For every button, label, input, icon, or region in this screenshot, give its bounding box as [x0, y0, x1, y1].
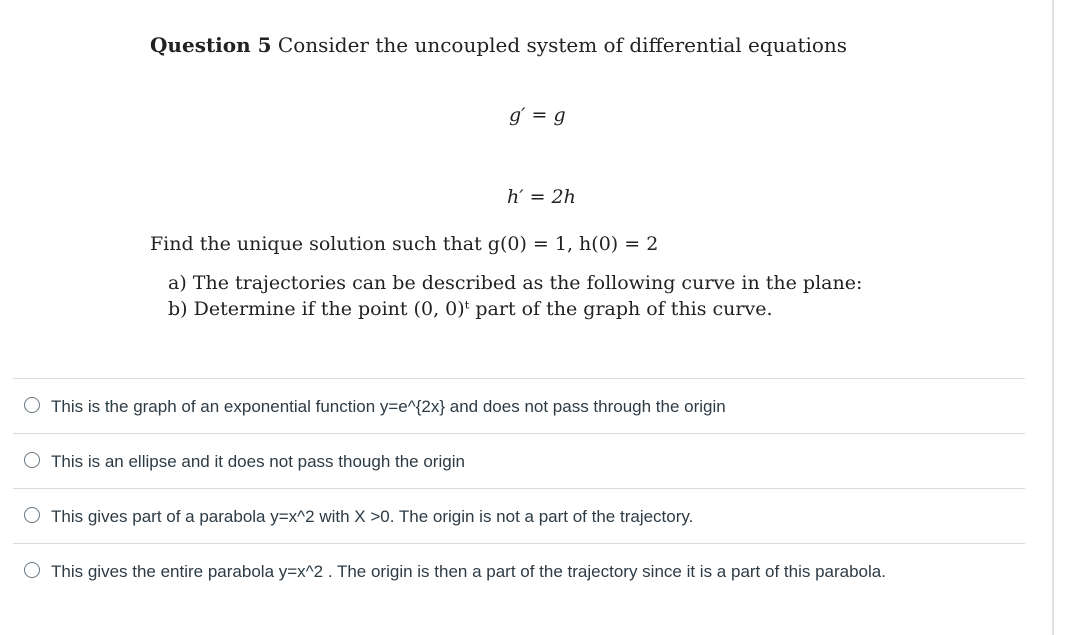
question-parts [168, 270, 862, 322]
answer-option[interactable] [13, 433, 1025, 488]
answer-option-label: This gives part of a parabola y=x^2 with X >0. The origin is not a part of the trajectory. [51, 507, 694, 526]
radio-button[interactable] [24, 562, 40, 578]
answer-option-label: This is the graph of an exponential function y=e^{2x} and does not pass through the origin [51, 397, 726, 416]
answer-option[interactable] [13, 378, 1025, 433]
find-instruction: Find the unique solution such that g(0) = 1, h(0) = 2 [150, 233, 659, 255]
page-right-border [1052, 0, 1054, 635]
answer-options [13, 378, 1025, 613]
equation-g: g′ = g [509, 104, 566, 126]
question-intro: Consider the uncoupled system of differential equations [277, 33, 848, 57]
radio-button[interactable] [24, 397, 40, 413]
radio-button[interactable] [24, 452, 40, 468]
answer-option[interactable] [13, 543, 1025, 613]
part-b: b) Determine if the point (0, 0)ᵗ part of the graph of this curve. [168, 298, 773, 320]
question-header [150, 33, 847, 57]
answer-option[interactable] [13, 488, 1025, 543]
answer-option-label: This gives the entire parabola y=x^2 . The origin is then a part of the trajectory since it is a part of this parabola. [51, 562, 886, 581]
question-label: Question 5 [150, 33, 272, 57]
part-a: a) The trajectories can be described as the following curve in the plane: [168, 272, 863, 294]
radio-button[interactable] [24, 507, 40, 523]
answer-option-label: This is an ellipse and it does not pass though the origin [51, 452, 465, 471]
equation-h: h′ = 2h [507, 186, 576, 208]
